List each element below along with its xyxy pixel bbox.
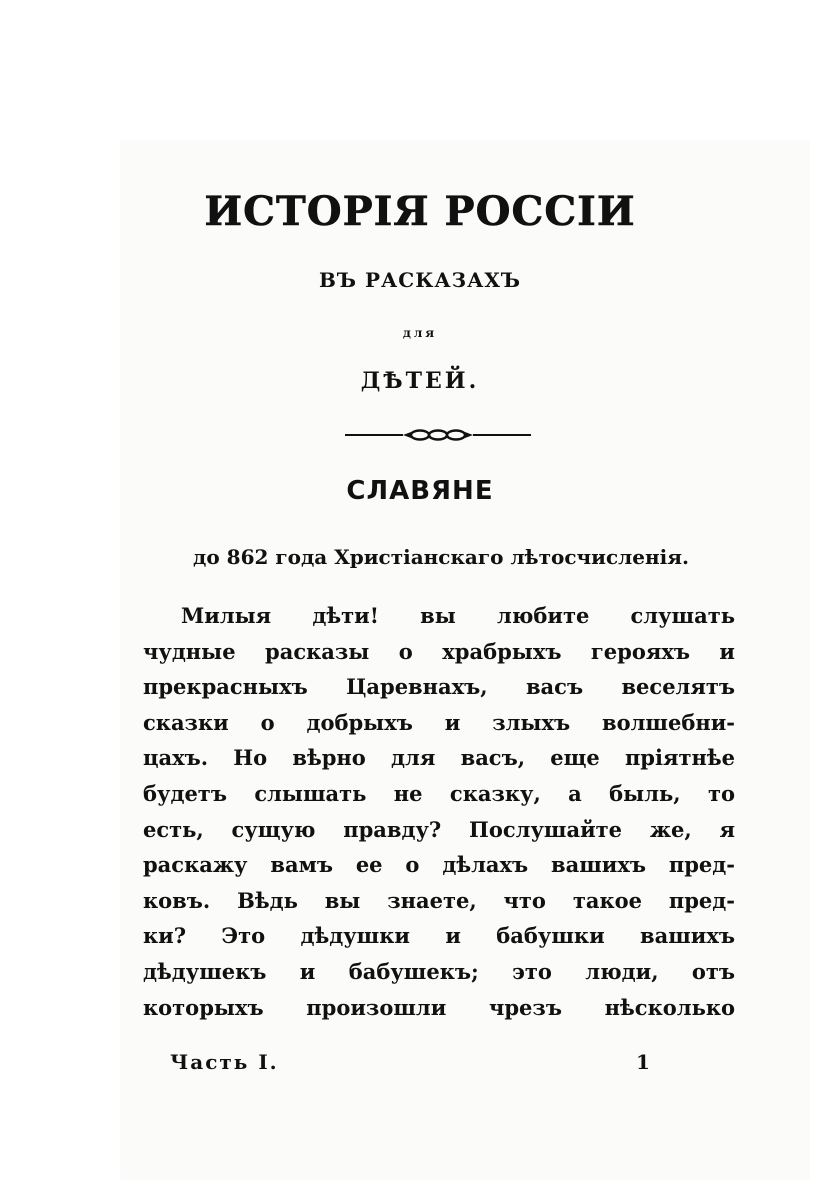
text-line: ковъ. Вѣдь вы знаете, что такое пред- xyxy=(143,887,735,913)
book-subtitle: ВЪ РАСКАЗАХЪ xyxy=(318,268,522,292)
body-paragraph xyxy=(143,598,735,1025)
page-number: 1 xyxy=(636,1050,650,1074)
text-line: цахъ. Но вѣрно для васъ, еще пріятнѣе xyxy=(143,745,735,771)
section-heading: СЛАВЯНЕ xyxy=(346,476,494,506)
text-line: ки? Это дѣдушки и бабушки вашихъ xyxy=(143,923,735,949)
book-subtitle-children: ДѢТЕЙ. xyxy=(360,368,480,394)
text-line: дѣдушекъ и бабушекъ; это люди, отъ xyxy=(143,958,735,984)
text-line: чудные расказы о храбрыхъ герояхъ и xyxy=(143,638,735,664)
text-line: прекрасныхъ Царевнахъ, васъ веселятъ xyxy=(143,674,735,700)
ornament-divider xyxy=(345,426,531,444)
book-subtitle-for: для xyxy=(402,326,438,340)
section-dateline: до 862 года Христіанскаго лѣтосчисленія. xyxy=(193,545,689,569)
text-line: которыхъ произошли чрезъ нѣсколько xyxy=(143,994,735,1020)
text-line: раскажу вамъ ее о дѣлахъ вашихъ пред- xyxy=(143,852,735,878)
footer-part-label: Часть I. xyxy=(170,1050,279,1074)
text-line: будетъ слышать не сказку, а быль, то xyxy=(143,780,735,806)
book-title: ИСТОРІЯ РОССІИ xyxy=(204,188,636,235)
text-line: Милыя дѣти! вы любите слушать xyxy=(181,603,735,628)
text-line: есть, сущую правду? Послушайте же, я xyxy=(143,816,735,842)
text-line: сказки о добрыхъ и злыхъ волшебни- xyxy=(143,709,735,735)
